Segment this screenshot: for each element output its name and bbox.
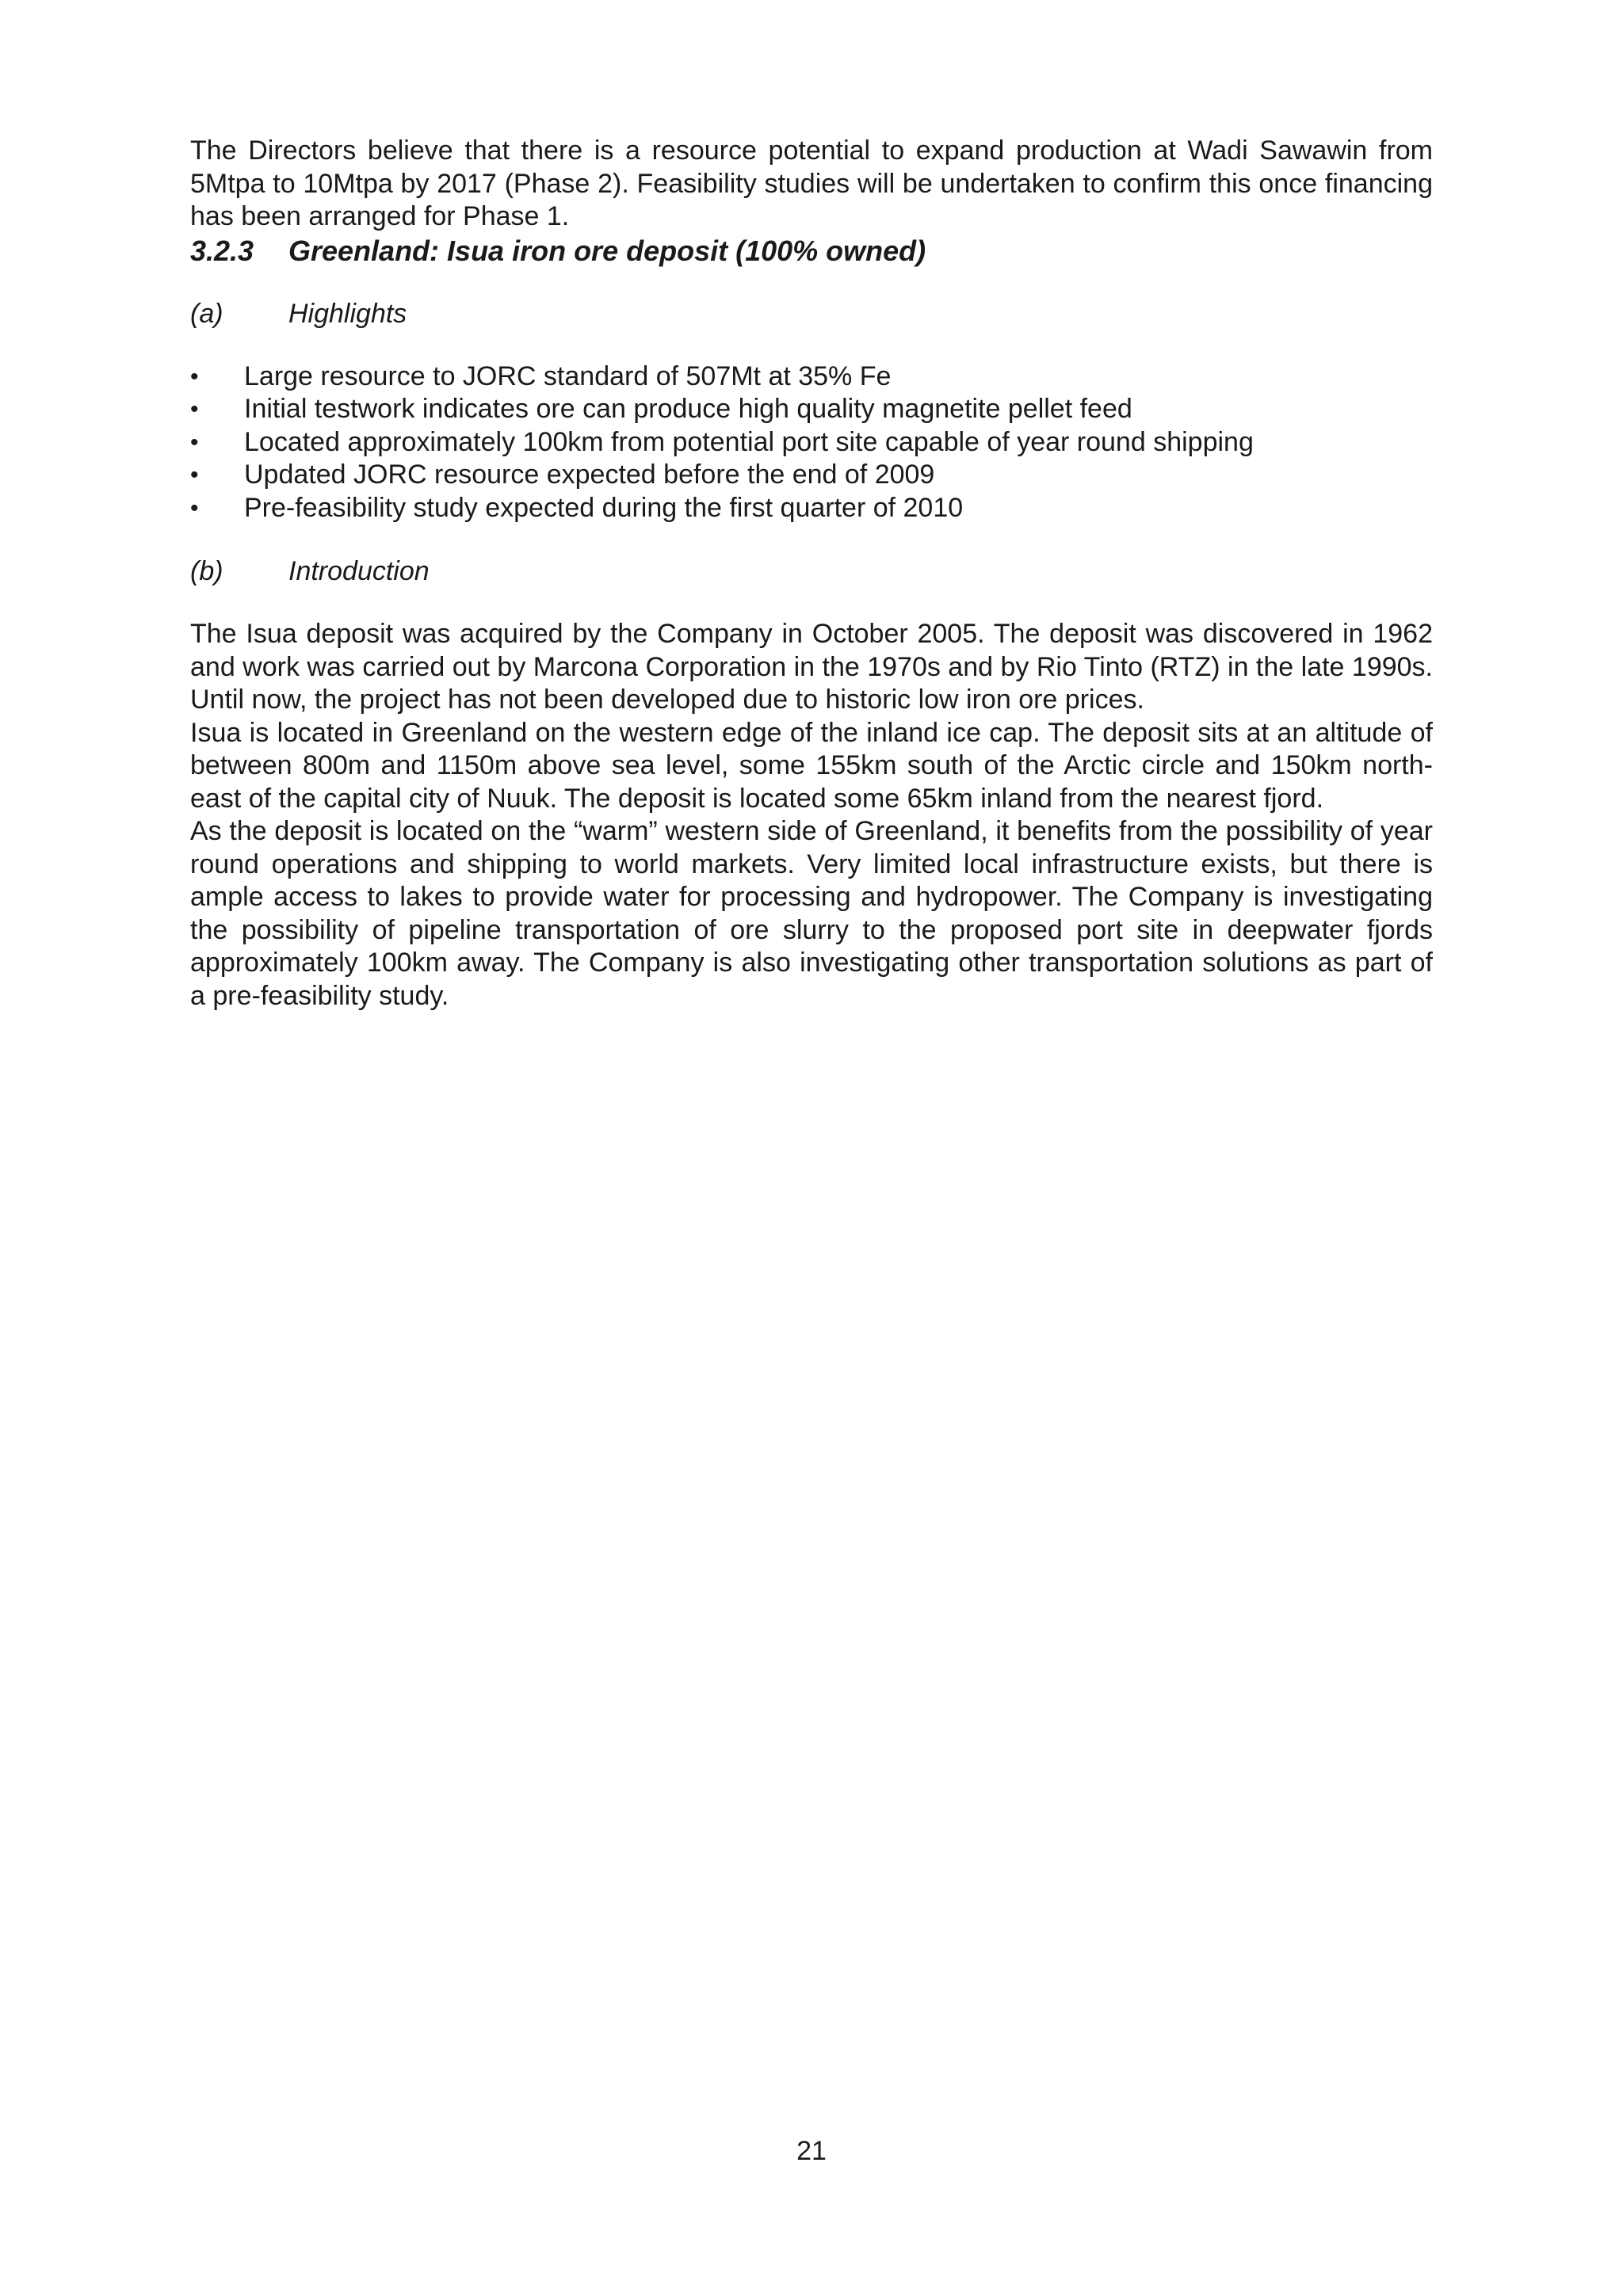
subheading-title: Introduction — [288, 556, 430, 586]
introduction-paragraph-1: The Isua deposit was acquired by the Company in October 2005. The deposit was discovered in 1962 and work was carried out by Marcona Corporation in the 1970s and by Rio Tinto (RTZ) in the late 1990s. Until now, the project has not been developed due to historic low iron ore prices. — [190, 619, 1433, 715]
highlights-list — [190, 360, 1433, 525]
bullet-icon: • — [190, 363, 199, 390]
list-item-text: Located approximately 100km from potential port site capable of year round shipping — [244, 426, 1254, 457]
subheading-title: Highlights — [288, 298, 407, 329]
subheading-marker: (b) — [190, 556, 223, 586]
list-item — [190, 492, 1433, 525]
section-number: 3.2.3 — [190, 234, 254, 267]
bullet-icon: • — [190, 462, 199, 488]
introduction-paragraph-2: Isua is located in Greenland on the western edge of the inland ice cap. The deposit sits at an altitude of between 800m and 1150m above sea level, some 155km south of the Arctic circle and 150km north-east of the capital city of Nuuk. The deposit is located some 65km inland from the nearest fjord. — [190, 717, 1433, 814]
bullet-icon: • — [190, 396, 199, 422]
intro-paragraph: The Directors believe that there is a resource potential to expand production at Wadi Sawawin from 5Mtpa to 10Mtpa by 2017 (Phase 2). Feasibility studies will be undertaken to confirm this once financing has been arranged for Phase 1. — [190, 135, 1433, 231]
list-item — [190, 459, 1433, 492]
list-item-text: Pre-feasibility study expected during the first quarter of 2010 — [244, 492, 964, 523]
bullet-icon: • — [190, 429, 199, 456]
subheading-highlights — [190, 297, 1433, 330]
introduction-paragraph-3: As the deposit is located on the “warm” western side of Greenland, it benefits from the possibility of year round operations and shipping to world markets. Very limited local infrastructure exists, but there is ample access to lakes to provide water for processing and hydropower. The Company is investigating the possibility of pipeline transportation of ore slurry to the proposed port site in deepwater fjords approximately 100km away. The Company is also investigating other transportation solutions as part of a pre-feasibility study. — [190, 816, 1433, 1011]
bullet-icon: • — [190, 494, 199, 521]
list-item — [190, 393, 1433, 426]
subheading-marker: (a) — [190, 298, 223, 329]
page-number: 21 — [796, 2136, 827, 2166]
section-heading — [190, 234, 1433, 269]
list-item-text: Updated JORC resource expected before the end of 2009 — [244, 460, 935, 490]
section-title: Greenland: Isua iron ore deposit (100% owned) — [288, 234, 926, 267]
list-item-text: Large resource to JORC standard of 507Mt at 35% Fe — [244, 360, 892, 391]
subheading-introduction — [190, 555, 1433, 588]
list-item-text: Initial testwork indicates ore can produce high quality magnetite pellet feed — [244, 394, 1132, 424]
list-item — [190, 360, 1433, 394]
document-page — [190, 135, 1433, 1013]
list-item — [190, 426, 1433, 460]
